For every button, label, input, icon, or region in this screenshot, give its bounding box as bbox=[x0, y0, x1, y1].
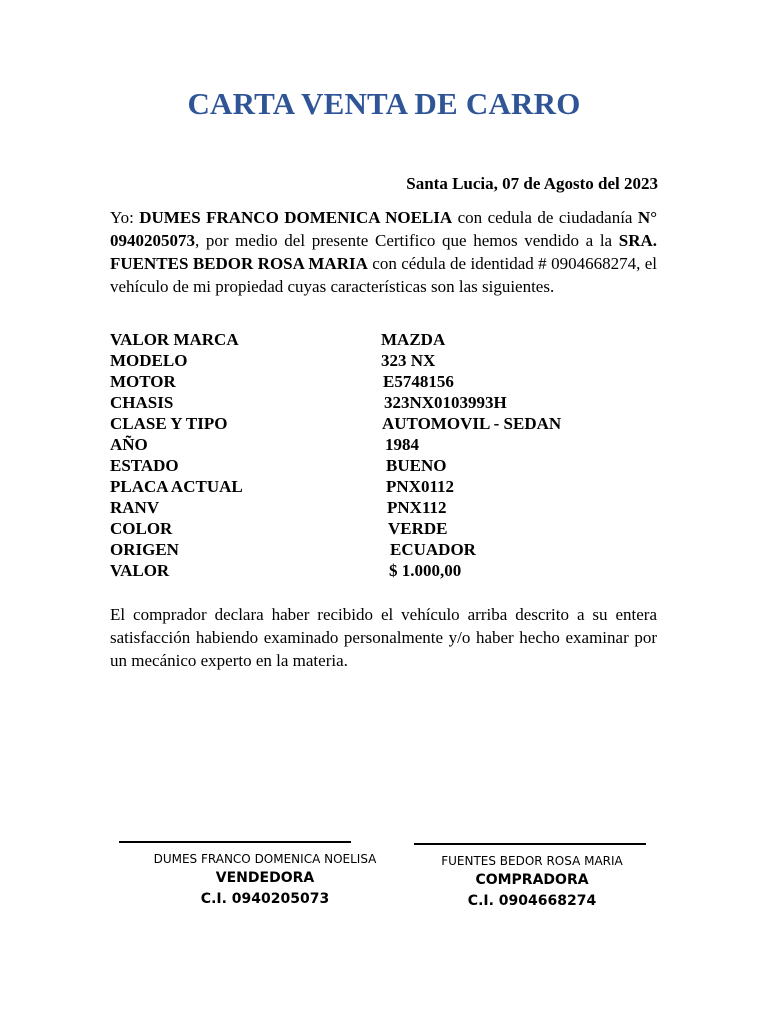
buyer-signature-role: COMPRADORA bbox=[475, 872, 589, 888]
seller-signature-ci: C.I. 0940205073 bbox=[200, 891, 330, 907]
seller-name: DUMES FRANCO DOMENICA NOELIA bbox=[139, 208, 453, 227]
row-value: ECUADOR bbox=[390, 540, 476, 559]
row-label: COLOR bbox=[110, 519, 173, 538]
row-label: PLACA ACTUAL bbox=[110, 477, 243, 496]
buyer-signature-line bbox=[414, 843, 646, 845]
seller-id: N° 0940205073 bbox=[110, 208, 657, 250]
closing-paragraph: El comprador declara haber recibido el vehículo arriba descrito a su entera satisfacción habiendo examinado personalmente y/o haber hecho examinar por un mecánico experto en la materia. bbox=[110, 605, 657, 670]
row-value: BUENO bbox=[386, 456, 447, 475]
row-label: MODELO bbox=[110, 351, 188, 370]
row-value: AUTOMOVIL - SEDAN bbox=[382, 414, 562, 433]
row-value: 323NX0103993H bbox=[384, 393, 507, 412]
row-label: AÑO bbox=[110, 435, 148, 454]
row-label: VALOR MARCA bbox=[110, 330, 239, 349]
intro-paragraph bbox=[110, 206, 657, 298]
row-label: CHASIS bbox=[110, 393, 174, 412]
document-date: Santa Lucia, 07 de Agosto del 2023 bbox=[406, 174, 658, 193]
intro-text-4: con cédula de identidad # 0904668274, el vehículo de mi propiedad cuyas características son las siguientes. bbox=[110, 254, 657, 296]
seller-signature-role: VENDEDORA bbox=[215, 870, 315, 886]
row-value: MAZDA bbox=[381, 330, 446, 349]
row-value: E5748156 bbox=[383, 372, 454, 391]
buyer-name: SRA. FUENTES BEDOR ROSA MARIA bbox=[110, 231, 657, 273]
row-value: VERDE bbox=[388, 519, 448, 538]
intro-text-3: , por medio del presente Certifico que hemos vendido a la bbox=[195, 231, 619, 250]
row-value: PNX112 bbox=[387, 498, 447, 517]
document-title: CARTA VENTA DE CARRO bbox=[187, 86, 581, 121]
row-label: RANV bbox=[110, 498, 160, 517]
seller-signature-name: DUMES FRANCO DOMENICA NOELISA bbox=[153, 852, 377, 866]
row-label: ORIGEN bbox=[110, 540, 179, 559]
row-label: MOTOR bbox=[110, 372, 176, 391]
row-label: ESTADO bbox=[110, 456, 179, 475]
row-value: $ 1.000,00 bbox=[389, 561, 462, 580]
row-label: CLASE Y TIPO bbox=[110, 414, 228, 433]
intro-text-1: Yo: bbox=[110, 208, 140, 227]
row-label: VALOR bbox=[110, 561, 170, 580]
buyer-signature-block bbox=[414, 852, 650, 912]
seller-signature-line bbox=[119, 841, 351, 843]
seller-signature-block bbox=[119, 850, 411, 910]
buyer-signature-name: FUENTES BEDOR ROSA MARIA bbox=[441, 854, 623, 868]
buyer-signature-ci: C.I. 0904668274 bbox=[467, 893, 597, 909]
row-value: 1984 bbox=[385, 435, 419, 454]
row-value: PNX0112 bbox=[386, 477, 454, 496]
row-value: 323 NX bbox=[381, 351, 436, 370]
intro-text-2: con cedula de ciudadanía bbox=[452, 208, 638, 227]
